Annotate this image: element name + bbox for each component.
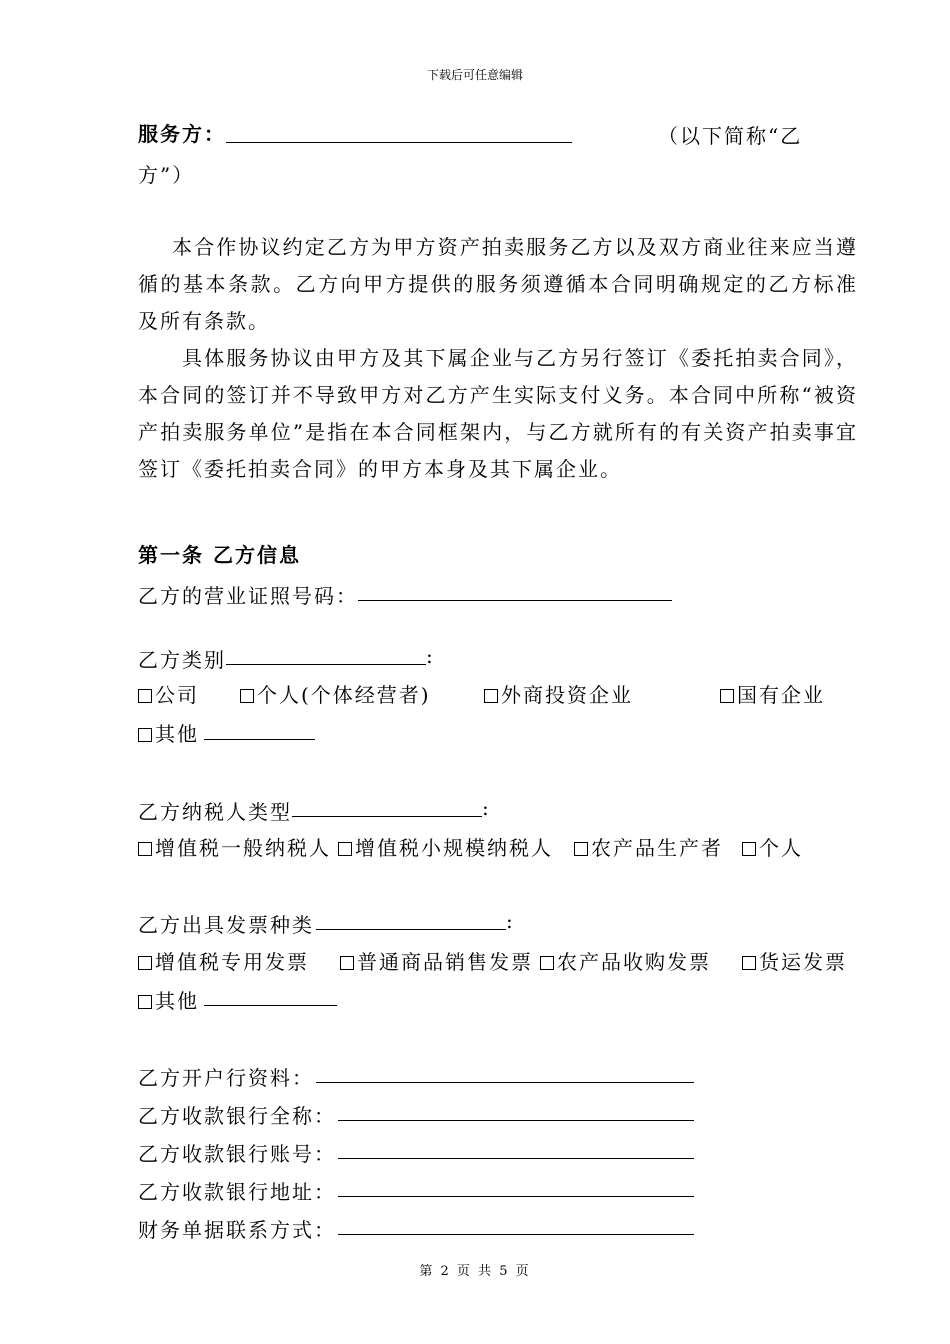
type-other-blank[interactable] xyxy=(204,739,315,740)
checkbox-icon[interactable] xyxy=(540,956,554,970)
service-party-label: 服务方： xyxy=(138,122,226,146)
checkbox-icon[interactable] xyxy=(484,689,498,703)
type-option-foreign[interactable]: 外商投资企业 xyxy=(484,679,633,708)
finance-contact-blank[interactable] xyxy=(338,1234,694,1235)
bank-address-label: 乙方收款银行地址： xyxy=(138,1180,336,1204)
taxpayer-blank[interactable] xyxy=(292,816,482,817)
bank-account-info-blank[interactable] xyxy=(316,1082,694,1083)
taxpayer-option-general[interactable]: 增值税一般纳税人 xyxy=(138,832,331,861)
invoice-colon: : xyxy=(506,909,515,933)
bank-name-label: 乙方收款银行全称： xyxy=(138,1104,336,1128)
type-option-state[interactable]: 国有企业 xyxy=(720,679,825,708)
bank-name-blank[interactable] xyxy=(338,1120,694,1121)
checkbox-icon[interactable] xyxy=(340,956,354,970)
service-party-note-line1: （以下简称“乙 xyxy=(658,124,803,148)
checkbox-icon[interactable] xyxy=(742,842,756,856)
invoice-blank[interactable] xyxy=(316,929,506,930)
invoice-option-freight[interactable]: 货运发票 xyxy=(742,946,847,975)
type-blank[interactable] xyxy=(226,664,426,665)
bank-account-info-label: 乙方开户行资料： xyxy=(138,1066,314,1090)
bank-address-blank[interactable] xyxy=(338,1196,694,1197)
bank-account-no-label: 乙方收款银行账号： xyxy=(138,1142,336,1166)
checkbox-icon[interactable] xyxy=(574,842,588,856)
taxpayer-option-small[interactable]: 增值税小规模纳税人 xyxy=(338,832,553,861)
service-party-blank[interactable] xyxy=(226,142,572,143)
checkbox-icon[interactable] xyxy=(138,689,152,703)
type-option-other[interactable]: 其他 xyxy=(138,718,199,747)
checkbox-icon[interactable] xyxy=(742,956,756,970)
checkbox-icon[interactable] xyxy=(720,689,734,703)
invoice-other-blank[interactable] xyxy=(204,1005,337,1006)
invoice-label: 乙方出具发票种类 xyxy=(138,913,314,937)
service-party-note-line2: 方”） xyxy=(138,163,195,187)
type-option-individual[interactable]: 个人(个体经营者) xyxy=(240,679,431,708)
article1-title: 第一条 乙方信息 xyxy=(138,543,301,567)
invoice-option-agri[interactable]: 农产品收购发票 xyxy=(540,946,711,975)
license-blank[interactable] xyxy=(358,600,672,601)
intro-paragraph-1: 本合作协议约定乙方为甲方资产拍卖服务乙方以及双方商业往来应当遵循的基本条款。乙方向甲方提供的服务须遵循本合同明确规定的乙方标准及所有条款。 xyxy=(138,235,858,333)
checkbox-icon[interactable] xyxy=(138,995,152,1009)
checkbox-icon[interactable] xyxy=(138,728,152,742)
finance-contact-label: 财务单据联系方式： xyxy=(138,1218,336,1242)
type-colon: : xyxy=(426,644,435,668)
checkbox-icon[interactable] xyxy=(138,956,152,970)
invoice-option-general[interactable]: 普通商品销售发票 xyxy=(340,946,533,975)
checkbox-icon[interactable] xyxy=(338,842,352,856)
invoice-option-other[interactable]: 其他 xyxy=(138,985,199,1014)
page-footer: 第 2 页 共 5 页 xyxy=(419,1264,531,1279)
license-label: 乙方的营业证照号码： xyxy=(138,584,358,608)
checkbox-icon[interactable] xyxy=(138,842,152,856)
bank-account-no-blank[interactable] xyxy=(338,1158,694,1159)
type-label: 乙方类别 xyxy=(138,648,226,672)
checkbox-icon[interactable] xyxy=(240,689,254,703)
taxpayer-label: 乙方纳税人类型 xyxy=(138,800,292,824)
type-option-company[interactable]: 公司 xyxy=(138,679,199,708)
intro-paragraph-2: 具体服务协议由甲方及其下属企业与乙方另行签订《委托拍卖合同》，本合同的签订并不导致甲方对乙方产生实际支付义务。本合同中所称“被资产拍卖服务单位”是指在本合同框架内，与乙方就所有的有关资产拍卖事宜签订《委托拍卖合同》的甲方本身及其下属企业。 xyxy=(138,346,858,481)
taxpayer-option-farmer[interactable]: 农产品生产者 xyxy=(574,832,723,861)
taxpayer-colon: : xyxy=(482,796,491,820)
taxpayer-option-individual[interactable]: 个人 xyxy=(742,832,803,861)
invoice-option-vat[interactable]: 增值税专用发票 xyxy=(138,946,309,975)
page-header: 下载后可任意编辑 xyxy=(426,68,523,82)
